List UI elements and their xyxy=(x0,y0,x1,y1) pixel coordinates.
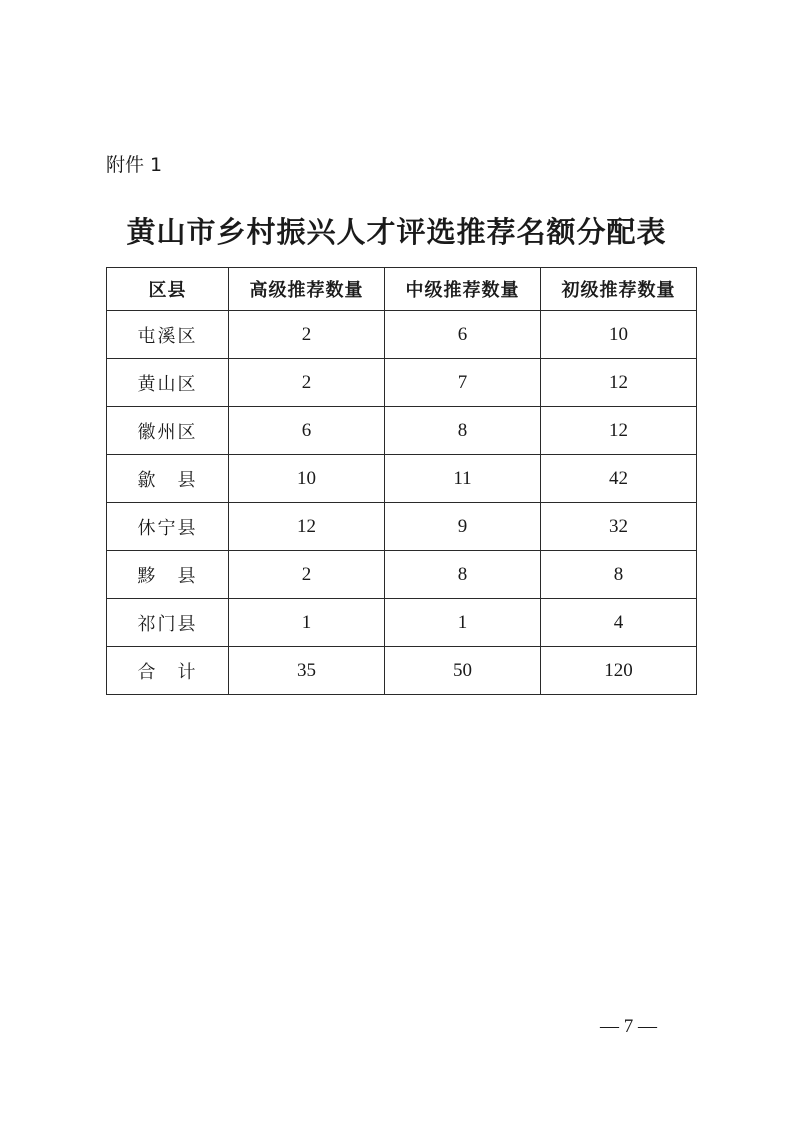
table-row xyxy=(107,359,697,407)
junior-quota-cell: 42 xyxy=(541,455,697,503)
table-row xyxy=(107,503,697,551)
header-intermediate-quota: 中级推荐数量 xyxy=(385,268,541,311)
district-cell: 休宁县 xyxy=(107,503,229,551)
intermediate-quota-cell: 7 xyxy=(385,359,541,407)
table-row xyxy=(107,551,697,599)
junior-quota-cell: 8 xyxy=(541,551,697,599)
district-cell: 祁门县 xyxy=(107,599,229,647)
table-row xyxy=(107,455,697,503)
quota-allocation-table xyxy=(106,267,697,695)
intermediate-quota-cell: 1 xyxy=(385,599,541,647)
district-cell: 屯溪区 xyxy=(107,311,229,359)
header-senior-quota: 高级推荐数量 xyxy=(229,268,385,311)
senior-quota-cell: 2 xyxy=(229,311,385,359)
junior-quota-cell: 32 xyxy=(541,503,697,551)
senior-quota-cell: 12 xyxy=(229,503,385,551)
district-cell: 徽州区 xyxy=(107,407,229,455)
header-district: 区县 xyxy=(107,268,229,311)
total-label-cell: 合 计 xyxy=(107,647,229,695)
table-total-row xyxy=(107,647,697,695)
table-row xyxy=(107,311,697,359)
district-cell: 黟 县 xyxy=(107,551,229,599)
page-number: — 7 — xyxy=(600,1016,657,1037)
senior-quota-cell: 2 xyxy=(229,359,385,407)
intermediate-quota-cell: 9 xyxy=(385,503,541,551)
table-header-row xyxy=(107,268,697,311)
intermediate-quota-cell: 8 xyxy=(385,551,541,599)
senior-quota-cell: 2 xyxy=(229,551,385,599)
senior-quota-cell: 1 xyxy=(229,599,385,647)
attachment-label: 附件 1 xyxy=(106,154,163,176)
table-row xyxy=(107,599,697,647)
junior-quota-cell: 12 xyxy=(541,407,697,455)
junior-quota-cell: 12 xyxy=(541,359,697,407)
document-title: 黄山市乡村振兴人才评选推荐名额分配表 xyxy=(126,215,667,249)
district-cell: 黄山区 xyxy=(107,359,229,407)
table-row xyxy=(107,407,697,455)
intermediate-total-cell: 50 xyxy=(385,647,541,695)
senior-total-cell: 35 xyxy=(229,647,385,695)
junior-quota-cell: 4 xyxy=(541,599,697,647)
senior-quota-cell: 10 xyxy=(229,455,385,503)
intermediate-quota-cell: 6 xyxy=(385,311,541,359)
senior-quota-cell: 6 xyxy=(229,407,385,455)
header-junior-quota: 初级推荐数量 xyxy=(541,268,697,311)
junior-quota-cell: 10 xyxy=(541,311,697,359)
intermediate-quota-cell: 8 xyxy=(385,407,541,455)
district-cell: 歙 县 xyxy=(107,455,229,503)
junior-total-cell: 120 xyxy=(541,647,697,695)
intermediate-quota-cell: 11 xyxy=(385,455,541,503)
